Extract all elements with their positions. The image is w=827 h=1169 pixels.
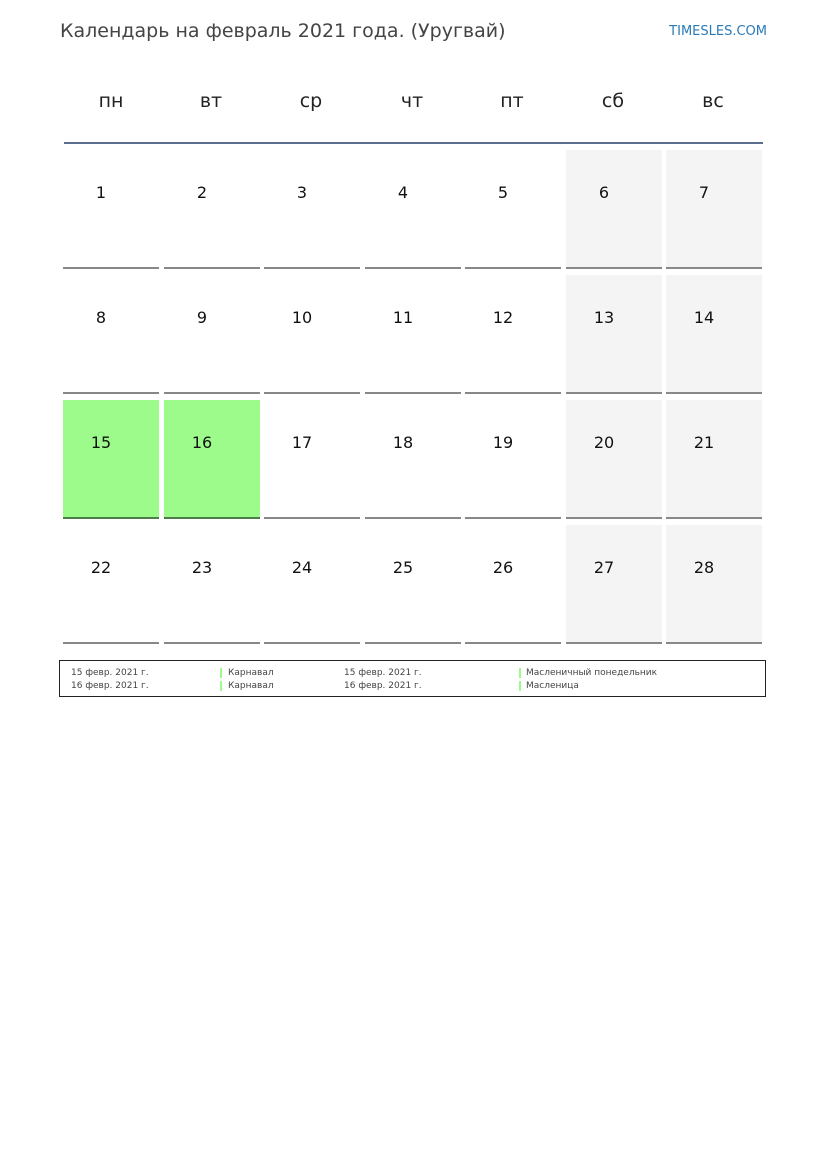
day-number: 8 — [95, 308, 107, 327]
calendar-day — [164, 525, 260, 644]
weekday-label: вс — [702, 90, 724, 112]
day-number: 23 — [191, 558, 213, 577]
legend-row — [60, 667, 765, 679]
day-number: 24 — [291, 558, 313, 577]
calendar-day-weekend — [666, 275, 762, 394]
weekday-label: ср — [299, 90, 323, 112]
day-number: 14 — [693, 308, 715, 327]
weekday-label: пн — [98, 90, 124, 112]
header-divider — [64, 142, 763, 144]
calendar-day — [63, 275, 159, 394]
calendar-day — [164, 150, 260, 269]
calendar-day-holiday — [63, 400, 159, 519]
day-number: 25 — [392, 558, 414, 577]
day-number: 19 — [492, 433, 514, 452]
legend-holiday-name: Масленица — [526, 681, 579, 691]
day-number: 28 — [693, 558, 715, 577]
brand-link[interactable]: TIMESLES.COM — [669, 24, 767, 39]
calendar-day — [365, 150, 461, 269]
day-number: 15 — [90, 433, 112, 452]
calendar-day-weekend — [666, 525, 762, 644]
day-number: 27 — [593, 558, 615, 577]
calendar-day-weekend — [566, 400, 662, 519]
calendar-day — [264, 150, 360, 269]
calendar-day — [164, 275, 260, 394]
legend-date: 15 февр. 2021 г. — [71, 668, 149, 678]
calendar-day — [365, 400, 461, 519]
calendar-day-weekend — [566, 525, 662, 644]
day-number: 11 — [392, 308, 414, 327]
page-title: Календарь на февраль 2021 года. (Уругвай) — [60, 20, 506, 42]
legend-date: 16 февр. 2021 г. — [71, 681, 149, 691]
calendar-day — [264, 525, 360, 644]
day-number: 26 — [492, 558, 514, 577]
weekday-label: сб — [601, 90, 625, 112]
day-number: 22 — [90, 558, 112, 577]
calendar-day — [465, 525, 561, 644]
weekday-label: пт — [500, 90, 524, 112]
legend-date: 15 февр. 2021 г. — [344, 668, 422, 678]
calendar-day-weekend — [666, 150, 762, 269]
day-number: 6 — [598, 183, 610, 202]
calendar-grid — [63, 150, 765, 645]
day-number: 20 — [593, 433, 615, 452]
day-number: 4 — [397, 183, 409, 202]
calendar-day — [465, 150, 561, 269]
day-number: 18 — [392, 433, 414, 452]
legend-holiday-name: Карнавал — [228, 681, 274, 691]
calendar-day — [365, 525, 461, 644]
calendar-day — [264, 400, 360, 519]
calendar-day — [365, 275, 461, 394]
calendar-day-weekend — [666, 400, 762, 519]
holiday-color-marker — [220, 668, 222, 678]
day-number: 9 — [196, 308, 208, 327]
calendar-day — [264, 275, 360, 394]
weekday-label: вт — [199, 90, 223, 112]
calendar-day-weekend — [566, 150, 662, 269]
calendar-day-holiday — [164, 400, 260, 519]
calendar-day-weekend — [566, 275, 662, 394]
day-number: 3 — [296, 183, 308, 202]
day-number: 17 — [291, 433, 313, 452]
calendar-day — [63, 150, 159, 269]
legend-holiday-name: Карнавал — [228, 668, 274, 678]
day-number: 7 — [698, 183, 710, 202]
legend-row — [60, 680, 765, 692]
day-number: 1 — [95, 183, 107, 202]
day-number: 12 — [492, 308, 514, 327]
legend-date: 16 февр. 2021 г. — [344, 681, 422, 691]
holiday-color-marker — [220, 681, 222, 691]
day-number: 21 — [693, 433, 715, 452]
legend-holiday-name: Масленичный понедельник — [526, 668, 658, 678]
weekday-header — [63, 90, 763, 120]
day-number: 2 — [196, 183, 208, 202]
day-number: 10 — [291, 308, 313, 327]
day-number: 16 — [191, 433, 213, 452]
holiday-color-marker — [519, 681, 521, 691]
calendar-day — [465, 275, 561, 394]
holiday-legend — [59, 660, 766, 697]
day-number: 13 — [593, 308, 615, 327]
calendar-day — [63, 525, 159, 644]
holiday-color-marker — [519, 668, 521, 678]
calendar-day — [465, 400, 561, 519]
day-number: 5 — [497, 183, 509, 202]
weekday-label: чт — [400, 90, 424, 112]
